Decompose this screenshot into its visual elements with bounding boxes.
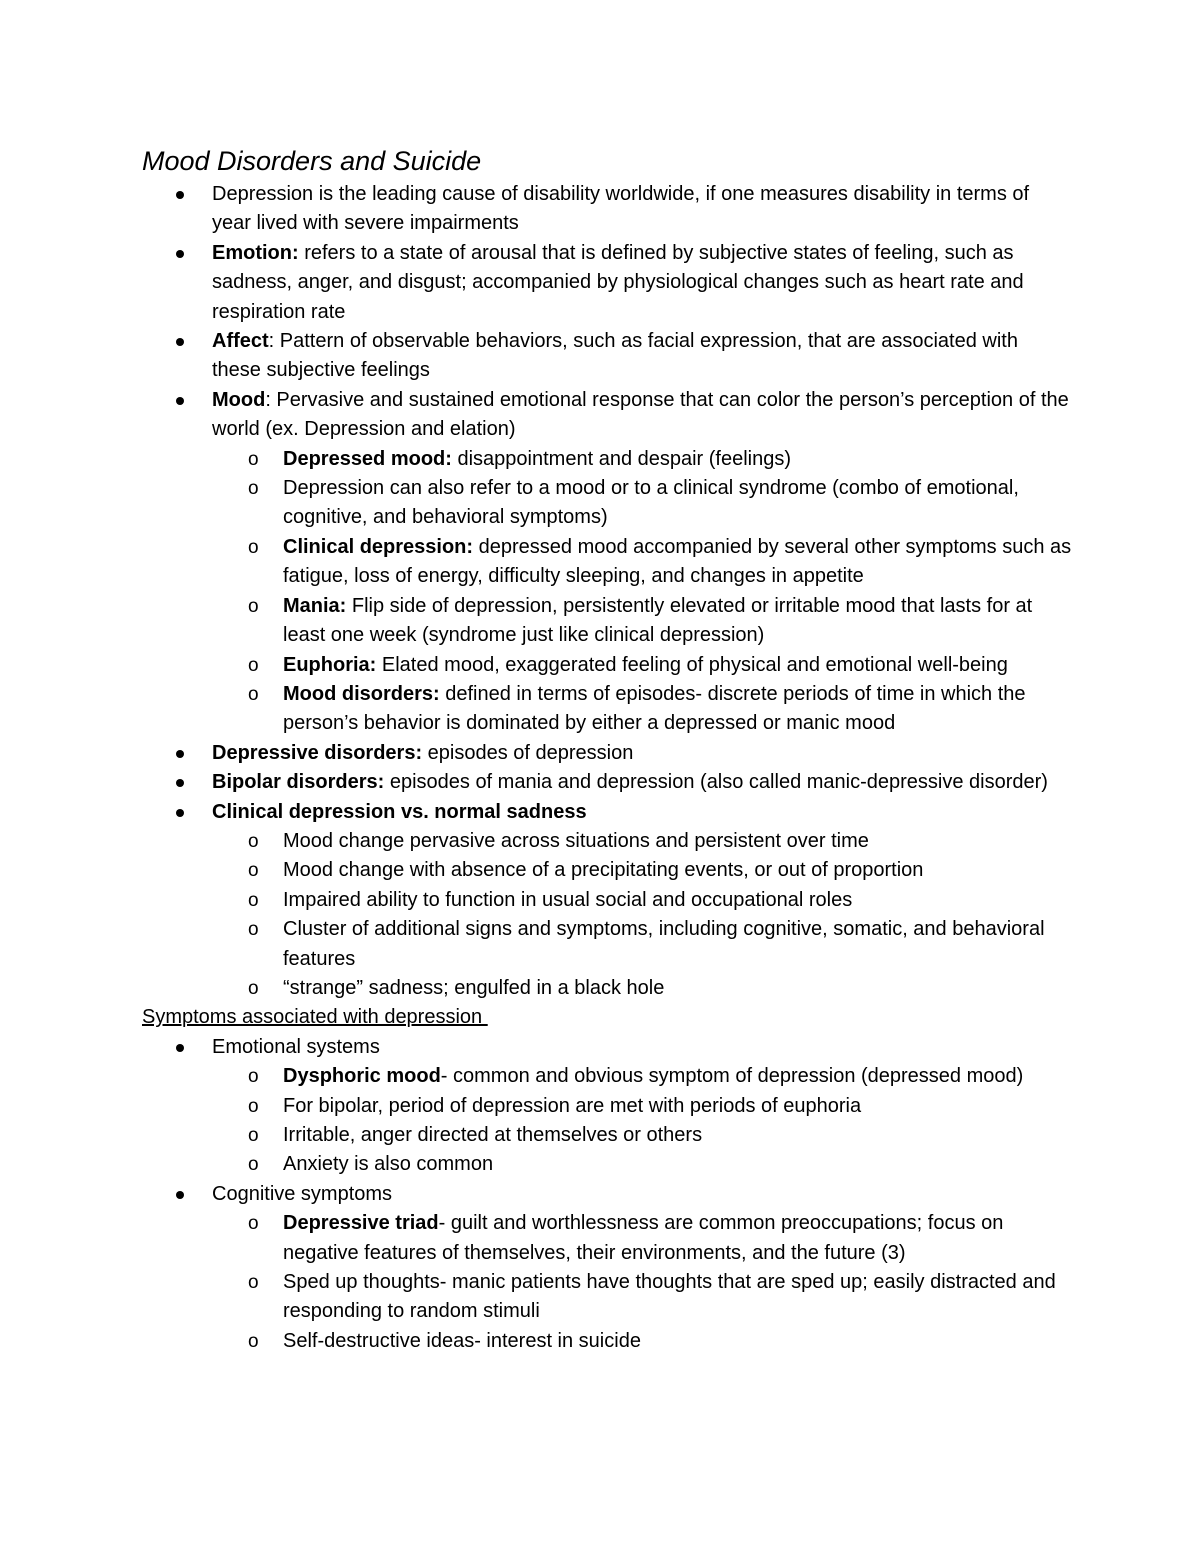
sub-list-item: o Mania: Flip side of depression, persistently elevated or irritable mood that lasts for at least one week (syndrome just like clinical depression) — [212, 592, 1072, 651]
page-title: Mood Disorders and Suicide — [142, 146, 482, 176]
sub-list-item: o Depressive triad- guilt and worthlessness are common preoccupations; focus on negative features of themselves, their environments, and the future (3) — [212, 1209, 1072, 1268]
cognitive-sub-list — [212, 1209, 1072, 1356]
bullet-dot-icon — [176, 191, 184, 199]
sub-list-item: o “strange” sadness; engulfed in a black hole — [212, 974, 1072, 1003]
bullet-dot-icon — [176, 250, 184, 258]
bullet-circle-icon: o — [248, 595, 259, 617]
mood-sub-list — [212, 445, 1072, 739]
list-item: Mood: Pervasive and sustained emotional response that can color the person’s perception of the world (ex. Depression and elation) o Depressed mood: disappointment and despair (feelings) o Depression can also refer to a mood or to a clinical syndrome (combo of emotional, cognitive, and behavioral symptoms) o Clinical depression: depressed mood accompanied by several other symptoms such as fatigue, loss of energy, difficulty sleeping, and changes in appetite o Mania: Flip side of depression, persistently elevated or irritable mood that lasts for at least one week (syndrome just like clinical depression) o Euphoria: Elated mood, exaggerated feeling of physical and emotional well-being o Mood disorders: defined in terms of episodes- discrete periods of time in which the person’s behavior is dominated by either a depressed or manic mood — [142, 386, 1072, 739]
list-item: Emotional systems o Dysphoric mood- common and obvious symptom of depression (depressed mood) o For bipolar, period of depression are met with periods of euphoria o Irritable, anger directed at themselves or others o Anxiety is also common — [142, 1033, 1072, 1180]
list-item: Affect: Pattern of observable behaviors, such as facial expression, that are associated with these subjective feelings — [142, 327, 1072, 386]
bullet-circle-icon: o — [248, 536, 259, 558]
list-item: Clinical depression vs. normal sadness o Mood change pervasive across situations and persistent over time o Mood change with absence of a precipitating events, or out of proportion o Impaired ability to function in usual social and occupational roles o Cluster of additional signs and symptoms, including cognitive, somatic, and behavioral features o “strange” sadness; engulfed in a black hole — [142, 798, 1072, 1004]
bullet-circle-icon: o — [248, 1330, 259, 1352]
list-item: Depression is the leading cause of disability worldwide, if one measures disability in terms of year lived with severe impairments — [142, 180, 1072, 239]
sub-list-item: o Mood change with absence of a precipitating events, or out of proportion — [212, 856, 1072, 885]
bullet-dot-icon — [176, 338, 184, 346]
bullet-dot-icon — [176, 809, 184, 817]
bullet-dot-icon — [176, 1044, 184, 1052]
section-heading: Symptoms associated with depression — [142, 1006, 488, 1029]
sub-list-item: o Depression can also refer to a mood or to a clinical syndrome (combo of emotional, cognitive, and behavioral symptoms) — [212, 474, 1072, 533]
bullet-circle-icon: o — [248, 1154, 259, 1176]
bullet-circle-icon: o — [248, 1125, 259, 1146]
bullet-circle-icon: o — [248, 654, 259, 676]
sub-list-item: o Clinical depression: depressed mood accompanied by several other symptoms such as fatigue, loss of energy, difficulty sleeping, and changes in appetite — [212, 533, 1072, 592]
main-bullet-list — [142, 180, 1072, 1003]
sub-list-item: o Anxiety is also common — [212, 1150, 1072, 1179]
bullet-circle-icon: o — [248, 1095, 259, 1117]
bullet-circle-icon: o — [248, 977, 259, 999]
bullet-circle-icon: o — [248, 1213, 259, 1235]
sadness-sub-list — [212, 827, 1072, 1003]
emotional-sub-list — [212, 1062, 1072, 1180]
document-body — [142, 180, 1072, 1356]
sub-list-item: o Mood disorders: defined in terms of episodes- discrete periods of time in which the person’s behavior is dominated by either a depressed or manic mood — [212, 680, 1072, 739]
bullet-dot-icon — [176, 779, 184, 787]
bullet-circle-icon: o — [248, 919, 259, 941]
bullet-circle-icon: o — [248, 683, 259, 705]
list-item: Bipolar disorders: episodes of mania and depression (also called manic-depressive disorder) — [142, 768, 1072, 797]
list-item: Depressive disorders: episodes of depression — [142, 739, 1072, 768]
bullet-circle-icon: o — [248, 830, 259, 852]
sub-list-item: o For bipolar, period of depression are met with periods of euphoria — [212, 1092, 1072, 1121]
bullet-circle-icon: o — [248, 860, 259, 882]
sub-list-item: o Euphoria: Elated mood, exaggerated feeling of physical and emotional well-being — [212, 651, 1072, 680]
sub-list-item: o Irritable, anger directed at themselves or others — [212, 1121, 1072, 1150]
sub-list-item: o Mood change pervasive across situations and persistent over time — [212, 827, 1072, 856]
bullet-circle-icon: o — [248, 448, 259, 470]
bullet-dot-icon — [176, 750, 184, 758]
sub-list-item: o Dysphoric mood- common and obvious symptom of depression (depressed mood) — [212, 1062, 1072, 1091]
sub-list-item: o Sped up thoughts- manic patients have thoughts that are sped up; easily distracted and responding to random stimuli — [212, 1268, 1072, 1327]
bullet-circle-icon: o — [248, 1272, 259, 1294]
bullet-dot-icon — [176, 1191, 184, 1199]
list-item: Cognitive symptoms o Depressive triad- guilt and worthlessness are common preoccupations; focus on negative features of themselves, their environments, and the future (3) o Sped up thoughts- manic patients have thoughts that are sped up; easily distracted and responding to random stimuli o Self-destructive ideas- interest in suicide — [142, 1180, 1072, 1356]
sub-list-item: o Self-destructive ideas- interest in suicide — [212, 1327, 1072, 1356]
sub-list-item: o Cluster of additional signs and symptoms, including cognitive, somatic, and behavioral features — [212, 915, 1072, 974]
bullet-circle-icon: o — [248, 889, 259, 911]
symptoms-list — [142, 1033, 1072, 1356]
sub-list-item: o Depressed mood: disappointment and despair (feelings) — [212, 445, 1072, 474]
bullet-circle-icon: o — [248, 478, 259, 500]
bullet-circle-icon: o — [248, 1066, 259, 1088]
sub-list-item: o Impaired ability to function in usual social and occupational roles — [212, 886, 1072, 915]
bullet-dot-icon — [176, 397, 184, 405]
list-item: Emotion: refers to a state of arousal that is defined by subjective states of feeling, such as sadness, anger, and disgust; accompanied by physiological changes such as heart rate and respiration rate — [142, 239, 1072, 327]
